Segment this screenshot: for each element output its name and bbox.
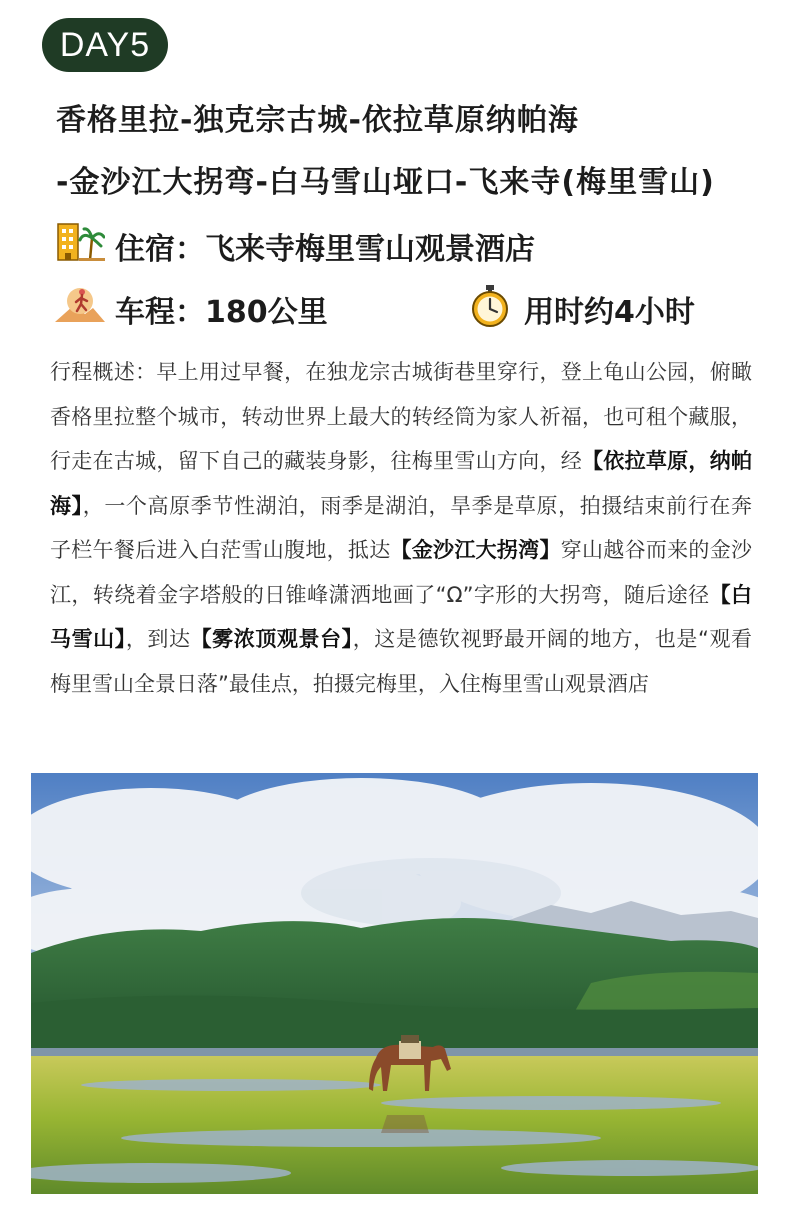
itinerary-description: [50, 350, 752, 706]
lodging-row: [115, 224, 535, 268]
description-text: ，这是德钦视野最开阔的地方，也是“观看梅里雪山全景日落”最佳点，拍摄完梅里，入住梅里雪山观景酒店: [50, 627, 753, 696]
description-text: 行程概述：早上用过早餐，在独龙宗古城街巷里穿行，登上龟山公园，俯瞰香格里拉整个城市，转动世界上最大的转经筒为家人祈福，也可租个藏服，行走在古城，留下自己的藏装身影，往梅里雪山方向，经: [50, 360, 752, 473]
highlight-place: 【金沙江大拐湾】: [390, 538, 561, 562]
distance-row: [115, 287, 328, 331]
highlight-place: 【依拉草原，纳帕海】: [50, 449, 752, 518]
description-text: ，到达: [125, 627, 191, 651]
route-title-line-2: -金沙江大拐弯-白马雪山垭口-飞来寺(梅里雪山): [56, 165, 715, 200]
description-text: ，一个高原季节性湖泊，雨季是湖泊，旱季是草原，拍摄结束前行在奔子栏午餐后进入白茫雪山腹地，抵达: [50, 493, 752, 562]
landscape-photo: [31, 773, 758, 1194]
duration-text: 用时约4小时: [524, 295, 695, 330]
distance-value: 180公里: [205, 295, 328, 330]
description-text: 穿山越谷而来的金沙江，转绕着金字塔般的日锥峰潇洒地画了“Ω”字形的大拐弯，随后途径: [50, 538, 752, 607]
highlight-place: 【雾浓顶观景台】: [190, 627, 353, 651]
lodging-value: 飞来寺梅里雪山观景酒店: [205, 232, 535, 267]
stopwatch-icon: [470, 284, 510, 328]
route-title-line-1: 香格里拉-独克宗古城-依拉草原纳帕海: [56, 103, 579, 138]
distance-label: 车程：: [115, 295, 205, 330]
highlight-place: 【白马雪山】: [50, 582, 753, 651]
hiker-icon: [55, 284, 105, 324]
hotel-palm-icon: [55, 220, 105, 262]
lodging-label: 住宿：: [115, 232, 205, 267]
day-badge: DAY5: [42, 18, 168, 72]
